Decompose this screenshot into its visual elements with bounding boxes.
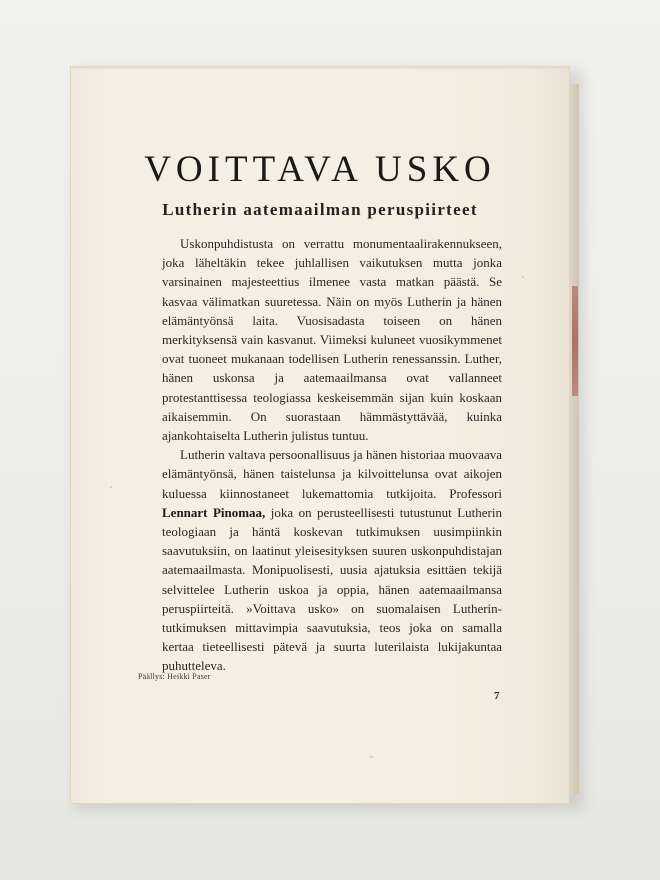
cover-designer-credit: Päällys: Heikki Paser [138, 672, 211, 681]
page-number: 7 [494, 690, 500, 702]
paper-speck [522, 276, 524, 278]
paper-speck [110, 486, 112, 488]
blurb-paragraph-1: Uskonpuhdistusta on verrattu monumentaalirakennukseen, joka läheltäkin tekee juhlallisen vaikutuksen mutta jonka varsinainen majesteettius ilmenee vasta matkan päästä. Se kasvaa välimatkan suuretessa. Näin on myös Lutherin ja hänen elämäntyönsä laita. Vuosisadasta toiseen on hänen merkityksensä vain kasvanut. Viimeksi kuluneet vuosikymmenet ovat tuoneet mukanaan todellisen Lutherin renessanssin. Luther, hänen uskonsa ja aatemaailmansa ovat vallanneet protestanttisessa teologiassa keskeisemmän sijan kuin koskaan aikaisemmin. On suorastaan hämmästyttävää, kuinka ajankohtaiselta Lutherin julistus tuntuu. [162, 236, 502, 444]
book-title: VOITTAVA USKO [144, 149, 496, 190]
book-subtitle: Lutherin aatemaailman peruspiirteet [162, 200, 478, 219]
blurb-paragraph-2-start: Lutherin valtava persoonallisuus ja hänen historiaa muovaava elämäntyönsä, hänen taistelunsa ja kilvoittelunsa ovat aikojen kuluessa kiinnostaneet lukemattomia tutkijoita. Professori [162, 447, 502, 501]
book-red-edge-mark [572, 286, 578, 396]
paper-speck [370, 756, 373, 758]
blurb-text [162, 234, 502, 676]
cover-top-edge [70, 66, 570, 70]
blurb-paragraph-2-end: joka on perusteellisesti tutustunut Lutherin teologiaan ja häntä koskevan tutkimuksen uusimpiinkin saavutuksiin, on laatinut yleisesityksen suuren uskonpuhdistajan aatemaailmasta. Monipuolisesti, uusia ajatuksia esittäen tekijä selvittelee Lutherin uskoa ja oppia, hänen aatemaailmansa peruspiirteitä. »Voittava usko» on suomalaisen Lutherin-tutkimuksen mittavimpia saavutuksia, teos joka on samalla kertaa tieteellisesti pätevä ja suurta luterilaista lukijakuntaa puhutteleva. [162, 504, 502, 674]
book-back-cover [70, 66, 570, 804]
author-name: Lennart Pinomaa, [162, 504, 266, 520]
blurb-paragraph-2 [162, 445, 502, 675]
